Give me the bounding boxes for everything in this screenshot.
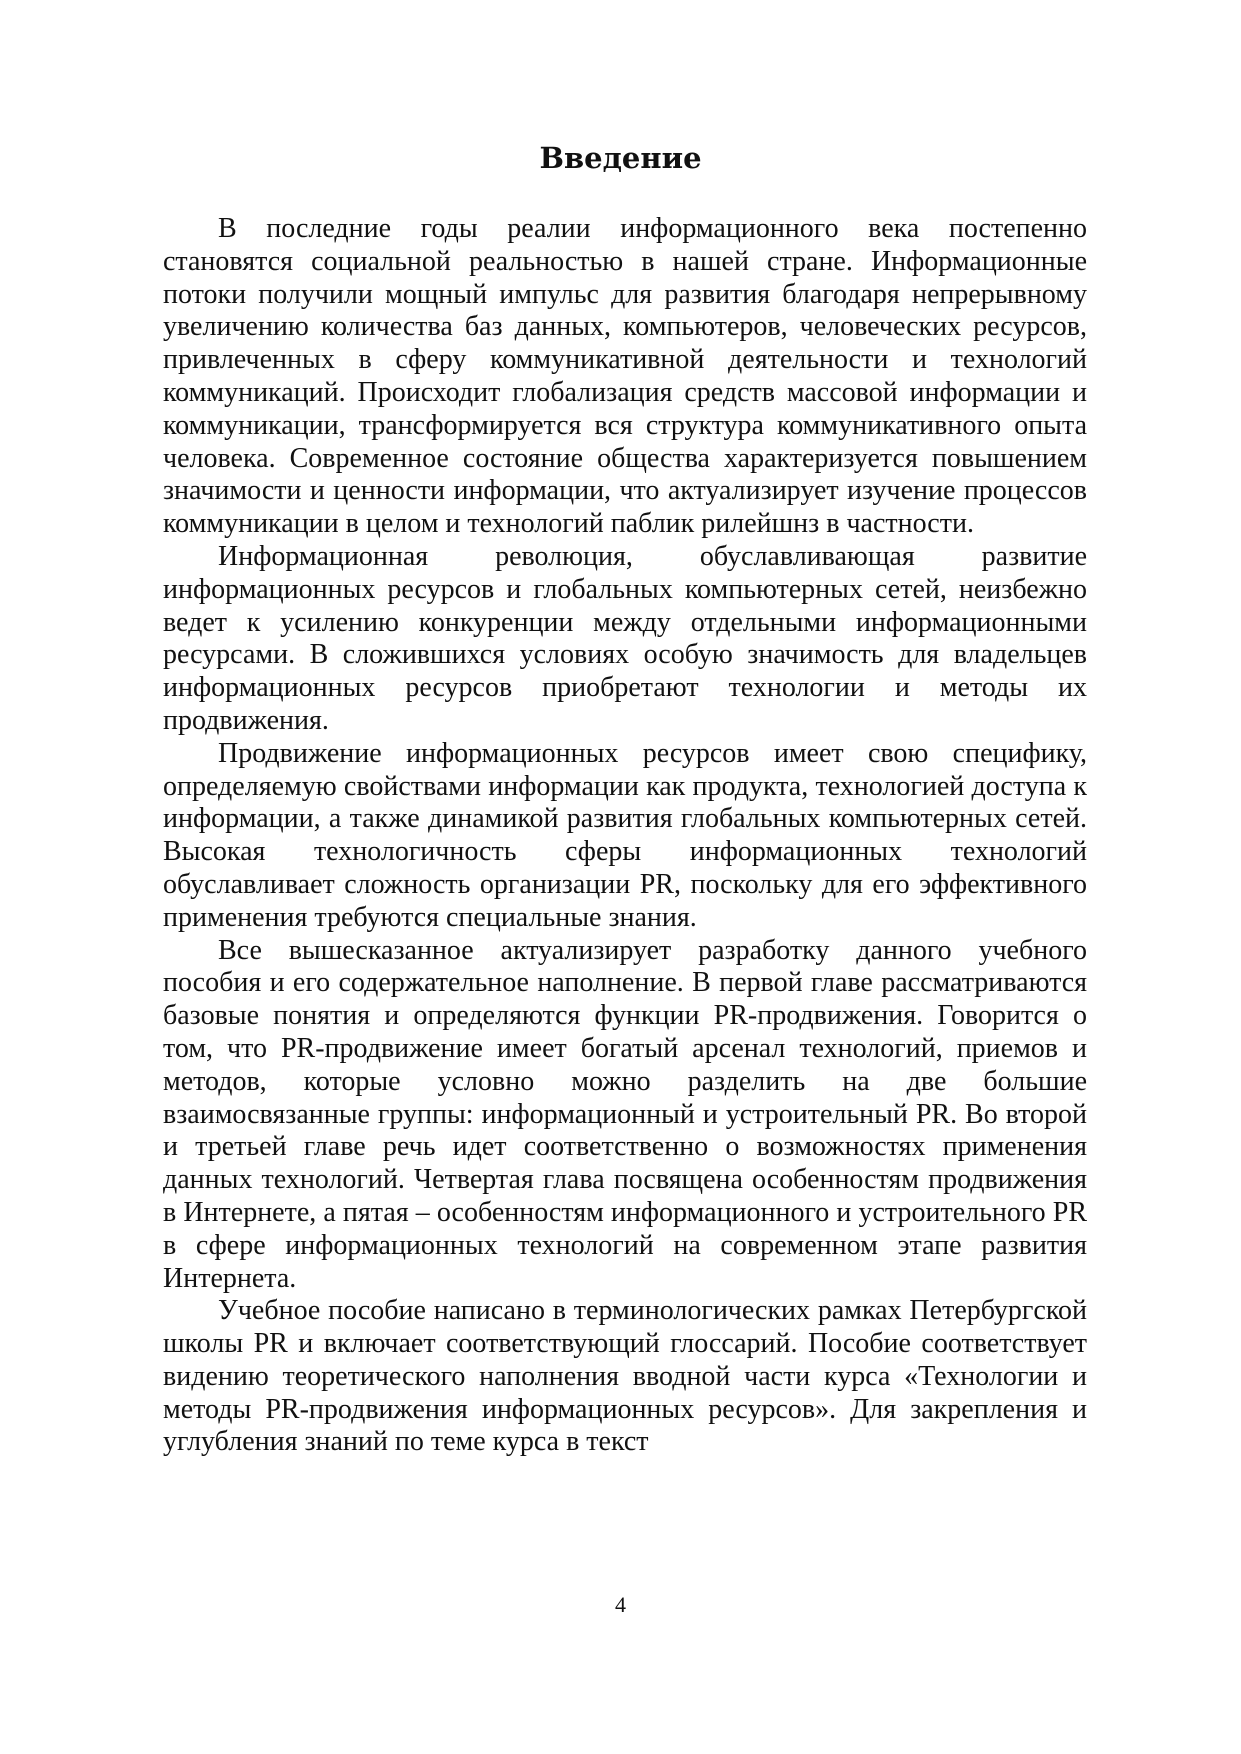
paragraph-2: Информационная революция, обуславливающая развитие информационных ресурсов и глобальных компьютерных сетей, неизбежно ведет к усилению конкуренции между отдельными информационными ресурсами. В сложившихся условиях особую значимость для владельцев информационных ресурсов приобретают технологии и методы их продвижения. — [163, 540, 1087, 736]
paragraph-1: В последние годы реалии информационного века постепенно становятся социальной реальностью в нашей стране. Информационные потоки получили мощный импульс для развития благодаря непрерывному увеличению количества баз данных, компьютеров, человеческих ресурсов, привлеченных в сферу коммуникативной деятельности и технологий коммуникаций. Происходит глобализация средств массовой информации и коммуникации, трансформируется вся структура коммуникативного опыта человека. Современное состояние общества характеризуется повышением значимости и ценности информации, что актуализирует изучение процессов коммуникации в целом и технологий паблик рилейшнз в частности. — [163, 213, 1087, 540]
body-text — [163, 213, 1087, 1459]
paragraph-3: Продвижение информационных ресурсов имеет свою специфику, определяемую свойствами информации как продукта, технологией доступа к информации, а также динамикой развития глобальных компьютерных сетей. Высокая технологичность сферы информационных технологий обуславливает сложность организации PR, поскольку для его эффективного применения требуются специальные знания. — [163, 737, 1087, 933]
paragraph-5: Учебное пособие написано в терминологических рамках Петербургской школы PR и включает соответствующий глоссарий. Пособие соответствует видению теоретического наполнения вводной части курса «Технологии и методы PR-продвижения информационных ресурсов». Для закрепления и углубления знаний по теме курса в текст — [163, 1295, 1087, 1458]
page-number: 4 — [615, 1592, 626, 1617]
page-title: Введение — [539, 141, 702, 175]
paragraph-4: Все вышесказанное актуализирует разработку данного учебного пособия и его содержательное наполнение. В первой главе рассматриваются базовые понятия и определяются функции PR-продвижения. Говорится о том, что PR-продвижение имеет богатый арсенал технологий, приемов и методов, которые условно можно разделить на две большие взаимосвязанные группы: информационный и устроительный PR. Во второй и третьей главе речь идет соответственно о возможностях применения данных технологий. Четвертая глава посвящена особенностям продвижения в Интернете, а пятая – особенностям информационного и устроительного PR в сфере информационных технологий на современном этапе развития Интернета. — [163, 934, 1087, 1294]
